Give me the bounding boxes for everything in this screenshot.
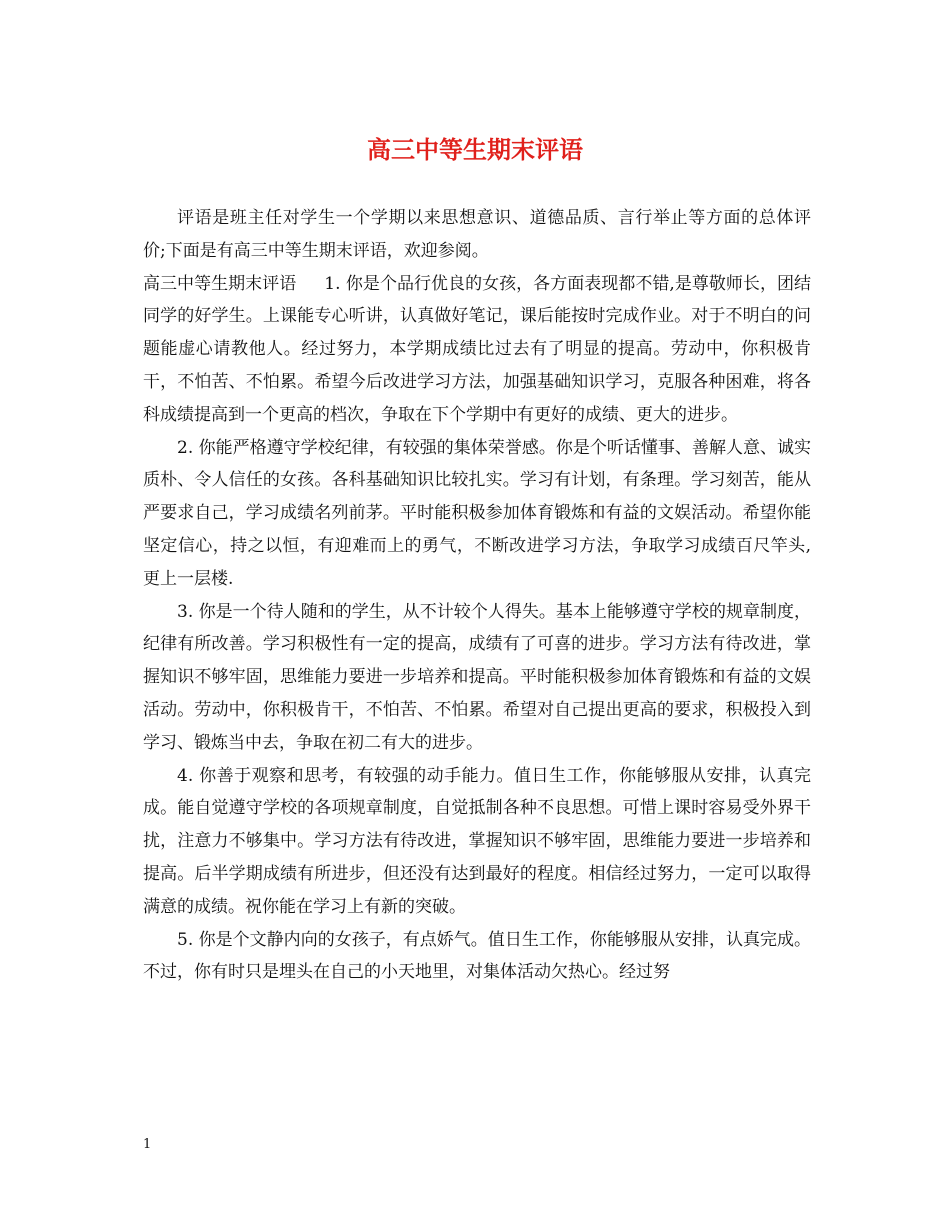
paragraph-2: 2. 你能严格遵守学校纪律，有较强的集体荣誉感。你是个听话懂事、善解人意、诚实质朴、令人信任的女孩。各科基础知识比较扎实。学习有计划，有条理。学习刻苦，能从严要求自己，学习成绩名列前茅。平时能积极参加体育锻炼和有益的文娱活动。希望你能坚定信心，持之以恒，有迎难而上的勇气，不断改进学习方法，争取学习成绩百尺竿头,更上一层楼. — [143, 437, 811, 589]
paragraph-4: 4. 你善于观察和思考，有较强的动手能力。值日生工作，你能够服从安排，认真完成。能自觉遵守学校的各项规章制度，自觉抵制各种不良思想。可惜上课时容易受外界干扰，注意力不够集中。学习方法有待改进，掌握知识不够牢固，思维能力要进一步培养和提高。后半学期成绩有所进步，但还没有达到最好的程度。相信经过努力，一定可以取得满意的成绩。祝你能在学习上有新的突破。 — [143, 765, 811, 917]
paragraph-5: 5. 你是个文静内向的女孩子，有点娇气。值日生工作，你能够服从安排，认真完成。不过，你有时只是埋头在自己的小天地里，对集体活动欠热心。经过努 — [143, 929, 811, 983]
page-number: 1 — [143, 1137, 152, 1152]
document-body — [143, 202, 811, 989]
intro-paragraph: 评语是班主任对学生一个学期以来思想意识、道德品质、言行举止等方面的总体评价;下面是有高三中等生期末评语，欢迎参阅。 — [143, 208, 811, 261]
section-label: 高三中等生期末评语 — [143, 273, 297, 294]
document-title: 高三中等生期末评语 — [367, 135, 583, 164]
paragraph-1-text: 1. 你是个品行优良的女孩，各方面表现都不错,是尊敬师长，团结同学的好学生。上课能专心听讲，认真做好笔记，课后能按时完成作业。对于不明白的问题能虚心请教他人。经过努力，本学期成绩比过去有了明显的提高。劳动中，你积极肯干，不怕苦、不怕累。希望今后改进学习方法，加强基础知识学习，克服各种困难，将各科成绩提高到一个更高的档次，争取在下个学期中有更好的成绩、更大的进步。 — [143, 273, 812, 425]
paragraph-1 — [143, 268, 811, 432]
paragraph-3: 3. 你是一个待人随和的学生，从不计较个人得失。基本上能够遵守学校的规章制度，纪律有所改善。学习积极性有一定的提高，成绩有了可喜的进步。学习方法有待改进，掌握知识不够牢固，思维能力要进一步培养和提高。平时能积极参加体育锻炼和有益的文娱活动。劳动中，你积极肯干，不怕苦、不怕累。希望对自己提出更高的要求，积极投入到学习、锻炼当中去，争取在初二有大的进步。 — [143, 601, 811, 753]
